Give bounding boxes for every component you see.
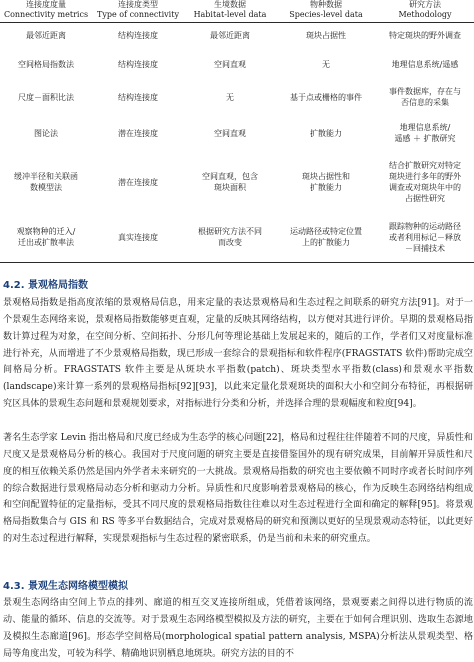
table-cell: 斑块占据性 — [306, 31, 346, 40]
table-row — [0, 48, 474, 80]
header-zh: 物种数据 — [310, 0, 342, 9]
table-cell: 跟踪物种的运动路径 或者利用标记－释放 －回捕技术 — [389, 221, 461, 253]
header-en: Connectivity metrics — [3, 9, 89, 19]
table-cell: 地理信息系统/遥感 — [391, 59, 459, 69]
header-en: Methodology — [398, 9, 452, 19]
table-cell: 基于点或栅格的事件 — [290, 92, 362, 102]
table-cell: 图论法 — [34, 128, 58, 138]
table-cell: 空间直观 — [214, 128, 246, 138]
table-cell: 根据研究方法不同 而改变 — [198, 227, 262, 247]
header-zh: 生境数据 — [214, 0, 246, 9]
table-cell: 扩散能力 — [310, 128, 342, 138]
table-cell: 特定斑块的野外调查 — [389, 31, 461, 40]
table-cell: 空间直观，包含 斑块面积 — [202, 172, 258, 192]
header-zh: 连接度度量 — [26, 0, 66, 9]
table-cell: 结构连接度 — [118, 31, 158, 40]
section-heading-4-2: 4.2. 景观格局指数 — [3, 280, 88, 291]
paragraph-4-3-1: 景观生态网络由空间上节点的排列、廊道的相互交叉连接所组成，凭借着该网络，景观要素之间得以进行物质的流动、能量的循环、信息的交流等。对于景观生态网络模型模拟及方法的研究，主要在于如何合理识别、选取生态源地及模拟生态廊道[96]。形态学空间格局(morphological spatial pattern analysis, MSPA)分析法从景观类型、格局等角度出发，可较为科学、精确地识别栖息地斑块。研究方法的目的不 — [3, 598, 473, 659]
table-cell: 地理信息系统/ 遥感 ＋ 扩散研究 — [394, 123, 456, 143]
header-zh: 连接度类型 — [118, 0, 158, 9]
table-cell: 最邻近距离 — [210, 31, 250, 40]
table-cell: 无 — [226, 92, 234, 102]
table-row — [0, 80, 474, 114]
table-cell: 无 — [322, 59, 330, 69]
table-row — [0, 23, 474, 48]
table-cell: 事件数据库，存在与 否信息的采集 — [389, 87, 461, 107]
paragraph-4-2-2: 著名生态学家 Levin 指出格局和尺度已经成为生态学的核心问题[22]，格局和过程往往伴随着不同的尺度，异质性和尺度又是景观格局分析的核心。我国对于尺度问题的研究主要是直接借鉴国外的现有研究成果，目前解开异质性和尺度的相互依赖关系仍然是国内外学者未来研究的一大挑战。景观格局指数的研究也主要依赖不同时序或者长时间序列的综合数据进行景观格局动态分析和驱动力分析。异质性和尺度影响着景观格局的核心，作为反映生态网络结构组成和空间配置特征的定量指标，受其不同尺度的景观格局指数往往难以对生态过程进行全面和确定的解释[95]。将景观格局指数集合与 GIS 和 RS 等多平台数据结合，完成对景观格局的研究和预测以更好的呈现景观动态特征，以此更好的对生态过程进行解释，实现景观指标与生态过程的紧密联系，仍是当前和未来的研究重点。 — [3, 433, 473, 545]
table-cell: 缓冲半径和关联函 数模型法 — [14, 172, 78, 192]
table-row — [0, 152, 474, 212]
table-cell: 尺度－面积比法 — [18, 92, 74, 102]
header-species-data — [276, 0, 376, 22]
table-row — [0, 212, 474, 262]
section-heading-4-3: 4.3. 景观生态网络模型模拟 — [3, 581, 128, 592]
table-cell: 结合扩散研究对特定 斑块进行多年的野外 调查或对斑块年中的 占据性研究 — [389, 161, 461, 203]
table-cell: 结构连接度 — [118, 59, 158, 69]
table-cell: 结构连接度 — [118, 92, 158, 102]
header-habitat-data — [184, 0, 276, 22]
table-cell: 斑块占据性和 扩散能力 — [302, 172, 350, 192]
header-zh: 研究方法 — [409, 0, 441, 9]
header-en: Habitat-level data — [193, 9, 267, 19]
paragraph-4-2-1: 景观格局指数是指高度浓缩的景观格局信息，用来定量的表达景观格局和生态过程之间联系的研究方法[91]。对于一个景观生态网络来说，景观格局指数能够更直观，定量的反映其网络结构，以方便对其进行评价。早期的景观格局指数计算过程为对象，在空间分析、空间拓扑、分形几何等理论基础上发展起来的，随后的工作，学者们又对度量标准进行补充，从而增进了不少景观格局指数，现已形成一套综合的景观指标和软件程序(FRAGSTATS 软件)帮助完成空间格局分析。FRAGSTATS 软件主要是从斑块水平指数(patch)、斑块类型水平指数(class)和景观水平指数(landscape)来计算一系列的景观格局指标[92][93]，以此来定量化景观斑块的面积大小和空间分布特征，再根据研究区具体的景观生态问题和景观规划要求，对指标进行分类和分析，并选择合理的景观幅度和粒度[94]。 — [3, 298, 473, 410]
header-en: Species-level data — [289, 9, 363, 19]
table-row — [0, 114, 474, 152]
header-en: Type of connectivity — [97, 9, 179, 19]
connectivity-metrics-table — [0, 0, 474, 263]
header-methodology — [376, 0, 474, 22]
table-cell: 潜在连接度 — [118, 177, 158, 187]
table-cell: 空间格局指数法 — [18, 59, 74, 69]
table-cell: 潜在连接度 — [118, 128, 158, 138]
table-cell: 运动路径或特定位置 上的扩散能力 — [290, 227, 362, 247]
table-header — [0, 0, 474, 23]
header-connectivity-type — [92, 0, 184, 22]
table-cell: 观察物种的迁入/ 迁出或扩散率法 — [16, 227, 76, 247]
table-cell: 真实连接度 — [118, 232, 158, 242]
header-connectivity-metrics — [0, 0, 92, 22]
table-cell: 最邻近距离 — [26, 31, 66, 40]
table-cell: 空间直观 — [214, 59, 246, 69]
